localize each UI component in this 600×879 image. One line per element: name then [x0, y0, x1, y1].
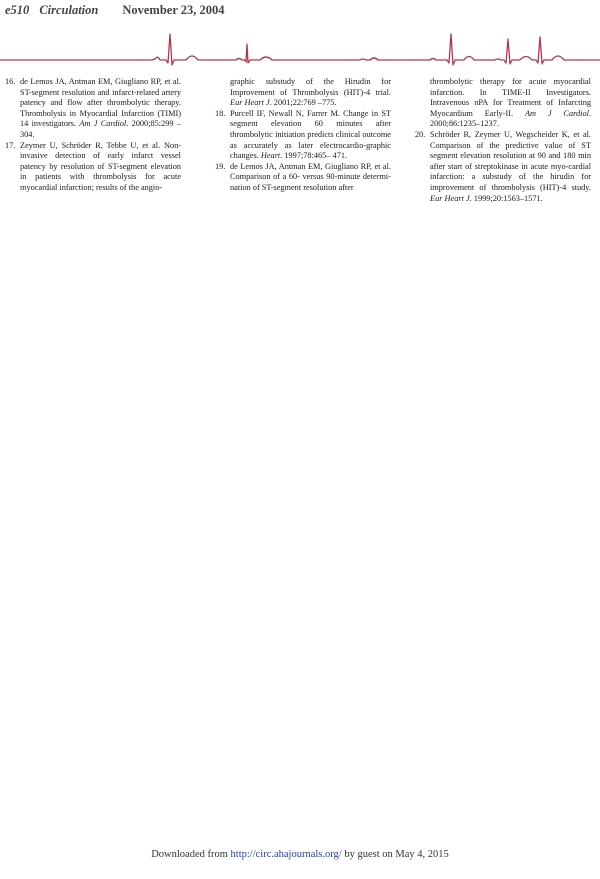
- reference-number: 19.: [215, 161, 226, 171]
- reference-journal: Heart: [260, 151, 281, 161]
- footer-prefix: Downloaded from: [151, 849, 231, 860]
- journal-link[interactable]: http://circ.ahajournals.org/: [230, 849, 342, 860]
- reference-text: Purcell IF, Newall N, Farrer M. Change in ST segment elevation 60 minutes after thrombolytic initiation predicts clinical outcome as accurately as later electrocardio-graphic changes.: [230, 108, 391, 161]
- reference-citation: . 2000;86:1235–1237.: [430, 108, 592, 129]
- reference-20: [415, 130, 591, 204]
- reference-17: [5, 141, 181, 194]
- reference-17-continued: [215, 77, 391, 109]
- reference-text: de Lemos JA, Antman EM, Giugliano RP, et al. ST-segment resolution and infarct-related artery patency and flow after thrombolytic therapy. Thrombolysis in Myocardial Infarction (TIMI) 14 investigators.: [20, 77, 181, 129]
- reference-journal: Am J Cardiol: [79, 119, 127, 129]
- reference-citation: . 1999;20:1563–1571.: [469, 193, 543, 203]
- reference-text: graphic substudy of the Hirudin for Improvement of Thrombolysis (HIT)-4 trial.: [230, 77, 391, 97]
- reference-text: de Lemos JA, Antman EM, Giugliano RP, et al. Comparison of a 60- versus 90-minute determi-nation of ST-segment resolution after: [230, 161, 391, 192]
- references-column-2: [215, 77, 391, 194]
- reference-text: thrombolytic therapy for acute myocardial infarction. In TIME-II Investigators. Intravenous nPA for Treatment of Infarcting Myocardium Early-II.: [430, 77, 591, 118]
- reference-number: 16.: [5, 77, 16, 86]
- reference-18: [215, 109, 391, 162]
- reference-number: 17.: [5, 140, 16, 150]
- reference-19-continued: [415, 77, 591, 130]
- footer-suffix: by guest on May 4, 2015: [341, 849, 449, 860]
- download-footer: [0, 849, 600, 860]
- ecg-trace-decoration: [0, 30, 600, 70]
- reference-journal: Am J Cardiol: [524, 108, 589, 118]
- reference-citation: . 2001;22:769 –775.: [269, 98, 337, 108]
- running-header: [5, 3, 225, 18]
- journal-name: Circulation: [39, 3, 99, 17]
- issue-date: November 23, 2004: [122, 3, 225, 17]
- page-number: e510: [5, 3, 30, 17]
- reference-19: [215, 162, 391, 194]
- references-column-3: [415, 77, 591, 204]
- ecg-trace-line: [0, 34, 600, 65]
- reference-journal: Eur Heart J: [230, 98, 270, 108]
- references-column-1: [5, 77, 181, 194]
- reference-text: Schröder R, Zeymer U, Wegscheider K, et al. Comparison of the predictive value of ST segment elevation resolution at 90 and 180 min after start of streptokinase in acute myo-cardial infarction: a substudy of the hirudin for improvement of thrombolysis (HIT)-4 study.: [430, 129, 591, 192]
- reference-number: 18.: [215, 108, 226, 118]
- reference-number: 20.: [415, 129, 426, 139]
- reference-journal: Eur Heart J: [430, 193, 470, 203]
- reference-16: [5, 77, 181, 141]
- reference-text: Zeymer U, Schröder R, Tebbe U, et al. Non-invasive detection of early infarct vessel patency by resolution of ST-segment elevation in patients with thrombolysis for acute myocardial infarction; results of the angio-: [20, 140, 181, 192]
- reference-citation: . 2000;85:299 –304.: [20, 119, 181, 139]
- reference-citation: . 1997;78:465– 471.: [280, 151, 348, 161]
